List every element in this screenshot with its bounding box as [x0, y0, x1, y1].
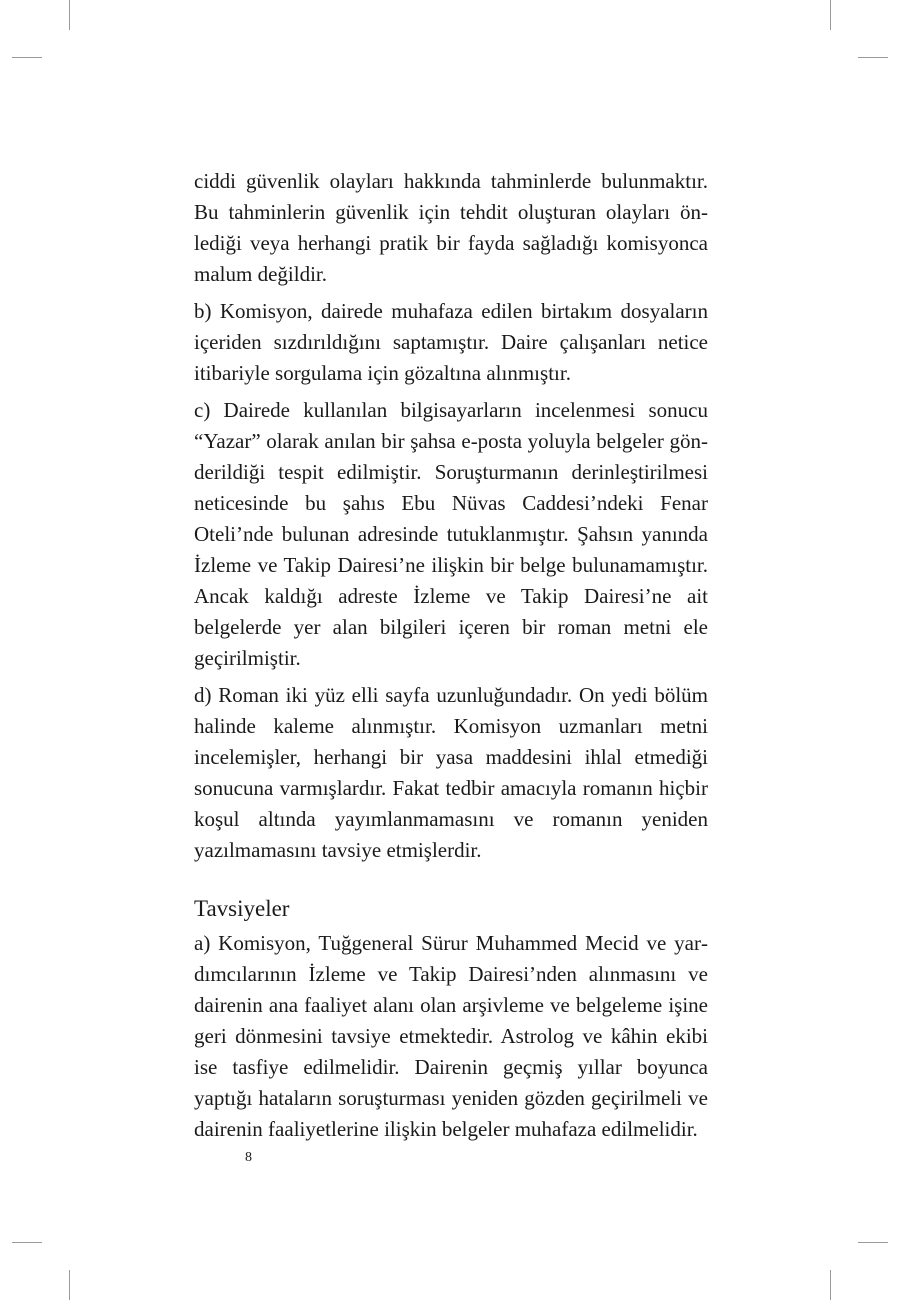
crop-mark-bottom-left-horizontal: [12, 1242, 42, 1243]
paragraph-c: c) Dairede kullanılan bilgisayarların incelenmesi sonucu “Yazar” olarak anılan bir şahsa e-posta yoluyla belgeler gönderildiği tespit edilmiştir. Soruşturmanın derinleştirilmesi neticesinde bu şahıs Ebu Nüvas Caddesi’ndeki Fenar Oteli’nde bulunan adresinde tutuklanmıştır. Şahsın yanında İzleme ve Takip Dairesi’ne ilişkin bir belge bulunamamıştır. Ancak kaldığı adreste İzleme ve Takip Dairesi’ne ait belgelerde yer alan bilgileri içeren bir roman metni ele geçirilmiştir.: [194, 398, 708, 670]
page-body: [194, 166, 708, 1151]
recommendation-a: a) Komisyon, Tuğgeneral Sürur Muhammed Mecid ve yardımcılarının İzleme ve Takip Dairesi’nden alınmasını ve dairenin ana faaliyet alanı olan arşivleme ve belgeleme işine geri dönmesini tavsiye etmektedir. Astrolog ve kâhin ekibi ise tasfiye edilmelidir. Dairenin geçmiş yıllar boyunca yaptığı hataların soruşturması yeniden gözden geçirilmeli ve dairenin faaliyetlerine ilişkin belgeler muhafaza edilmelidir.: [194, 931, 708, 1141]
section-heading: Tavsiyeler: [194, 896, 290, 921]
crop-mark-bottom-right-horizontal: [858, 1242, 888, 1243]
crop-mark-bottom-left: [69, 1270, 70, 1300]
crop-mark-top-left-horizontal: [12, 57, 42, 58]
crop-mark-top-left: [69, 0, 70, 30]
paragraph-d: d) Roman iki yüz elli sayfa uzunluğundadır. On yedi bölüm halinde kaleme alınmıştır. Komisyon uzmanları metni incelemişler, herhangi bir yasa maddesini ihlal etmediği sonucuna varmışlardır. Fakat tedbir amacıyla romanın hiçbir koşul altında yayımlanmamasını ve romanın yeniden yazılmamasını tavsiye etmişlerdir.: [194, 683, 708, 862]
paragraph-b: b) Komisyon, dairede muhafaza edilen birtakım dosyaların içeriden sızdırıldığını saptamıştır. Daire çalışanları netice itibariyle sorgulama için gözaltına alınmıştır.: [194, 299, 708, 385]
page-number: 8: [245, 1150, 252, 1165]
crop-mark-top-right-horizontal: [858, 57, 888, 58]
paragraph-intro: ciddi güvenlik olayları hakkında tahminlerde bulunmaktır. Bu tahminlerin güvenlik için tehdit oluşturan olayları önlediği veya herhangi pratik bir fayda sağladığı komisyonca malum değildir.: [194, 169, 708, 286]
crop-mark-bottom-right: [830, 1270, 831, 1300]
crop-mark-top-right: [830, 0, 831, 30]
